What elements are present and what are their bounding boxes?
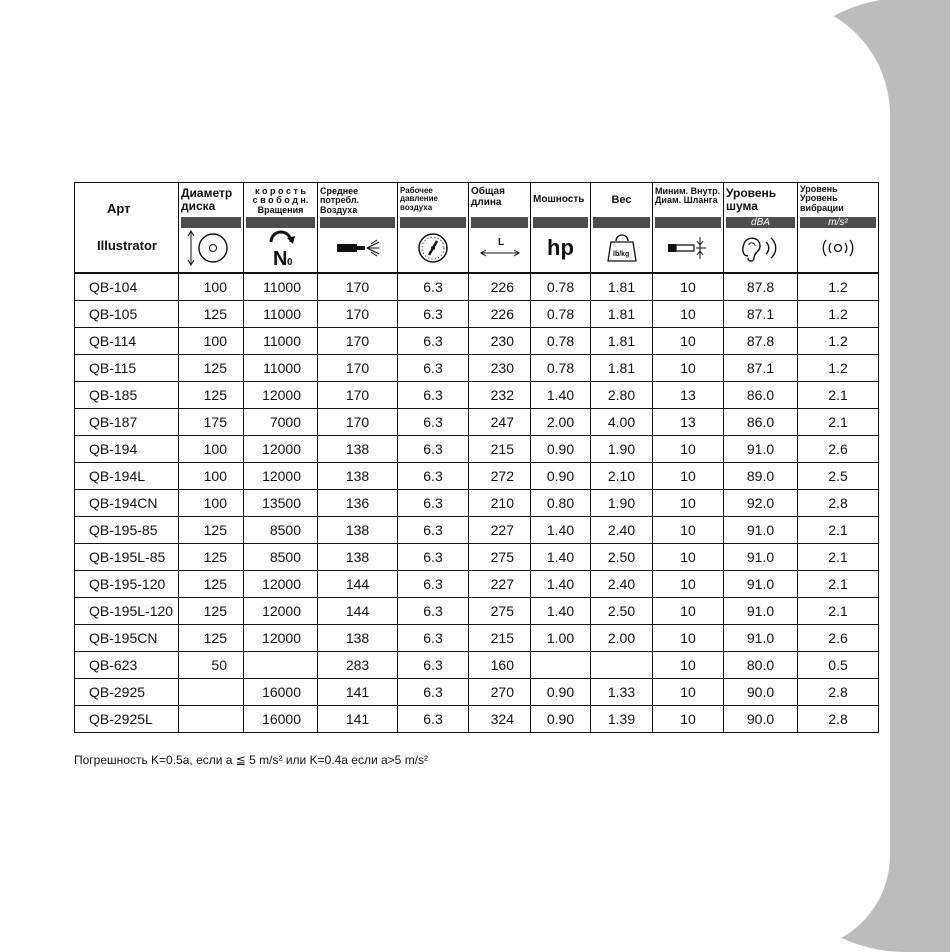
cell-weight: 2.50 [591,544,653,571]
table-row [75,409,879,436]
cell-hose-diameter: 10 [653,625,724,652]
cell-model: QB-2925 [75,679,179,706]
header-art-label: Арт [107,201,131,216]
header-noise [724,183,798,274]
cell-model: QB-104 [75,273,179,301]
cell-hose-diameter: 10 [653,490,724,517]
cell-length: 226 [469,273,531,301]
cell-pressure: 6.3 [398,328,469,355]
horsepower-icon: hp [547,235,574,260]
cell-model: QB-195L-120 [75,598,179,625]
cell-noise-level: 89.0 [724,463,798,490]
cell-noise-level: 91.0 [724,436,798,463]
cell-disc-diameter: 125 [179,625,244,652]
cell-vibration: 2.8 [798,679,879,706]
cell-pressure: 6.3 [398,382,469,409]
noise-unit-bar: dBA [726,217,795,228]
cell-hose-diameter: 10 [653,517,724,544]
header-working-pressure-label: Рабочее давление воздуха [400,186,438,212]
cell-hose-diameter: 10 [653,571,724,598]
cell-air-consumption: 144 [318,598,398,625]
cell-length: 227 [469,571,531,598]
speed-icon-letter: N [272,248,287,268]
cell-noise-level: 86.0 [724,382,798,409]
header-speed-line2: с в о б о д н. [252,195,309,206]
cell-weight: 1.39 [591,706,653,733]
cell-speed: 16000 [244,679,318,706]
disc-diameter-icon [179,228,243,268]
cell-air-consumption: 170 [318,328,398,355]
header-weight-label: Вес [611,194,632,206]
header-hose-diameter-label: Миним. Внутр. Диам. Шланга [655,186,721,206]
cell-speed: 12000 [244,382,318,409]
header-diameter [179,183,244,274]
rotation-speed-icon [244,228,317,268]
cell-power [531,652,591,679]
table-row [75,652,879,679]
header-vibration-label: Уровень Уровень вибрации [800,184,844,213]
header-noise-label: Уровень шума [726,186,777,213]
cell-vibration: 2.1 [798,409,879,436]
cell-weight [591,652,653,679]
cell-vibration: 2.8 [798,706,879,733]
cell-model: QB-195L-85 [75,544,179,571]
cell-hose-diameter: 10 [653,301,724,328]
cell-air-consumption: 170 [318,382,398,409]
cell-vibration: 1.2 [798,355,879,382]
cell-model: QB-195-85 [75,517,179,544]
cell-noise-level: 86.0 [724,409,798,436]
cell-noise-level: 92.0 [724,490,798,517]
cell-hose-diameter: 10 [653,463,724,490]
cell-length: 230 [469,328,531,355]
cell-hose-diameter: 10 [653,544,724,571]
table-row [75,706,879,733]
cell-pressure: 6.3 [398,463,469,490]
table-row [75,382,879,409]
cell-speed: 8500 [244,544,318,571]
cell-disc-diameter: 125 [179,382,244,409]
table-row [75,544,879,571]
vibration-unit-bar: m/s² [800,217,876,228]
cell-length: 324 [469,706,531,733]
header-hose-diameter [653,183,724,274]
cell-weight: 2.40 [591,517,653,544]
cell-power: 0.90 [531,706,591,733]
cell-power: 1.40 [531,382,591,409]
cell-pressure: 6.3 [398,355,469,382]
cell-model: QB-194L [75,463,179,490]
header-art [75,183,179,274]
table-row [75,436,879,463]
cell-air-consumption: 138 [318,517,398,544]
cell-pressure: 6.3 [398,625,469,652]
cell-vibration: 2.6 [798,436,879,463]
cell-speed: 12000 [244,598,318,625]
table-body [75,273,879,733]
cell-length: 270 [469,679,531,706]
header-bar [181,217,241,228]
cell-power: 0.78 [531,355,591,382]
header-weight [591,183,653,274]
cell-hose-diameter: 10 [653,355,724,382]
cell-length: 247 [469,409,531,436]
cell-weight: 1.33 [591,679,653,706]
tolerance-note: Погрешность K=0.5a, если a ≦ 5 m/s² или K=0.4a если a>5 m/s² [74,753,429,767]
cell-weight: 2.00 [591,625,653,652]
cell-air-consumption: 170 [318,273,398,301]
cell-disc-diameter: 125 [179,598,244,625]
cell-noise-level: 91.0 [724,517,798,544]
cell-weight: 1.81 [591,273,653,301]
cell-hose-diameter: 13 [653,382,724,409]
cell-disc-diameter: 100 [179,490,244,517]
ear-sound-icon [724,228,797,268]
cell-air-consumption: 141 [318,706,398,733]
cell-power: 0.80 [531,490,591,517]
table-row [75,490,879,517]
cell-hose-diameter: 10 [653,652,724,679]
cell-speed: 12000 [244,625,318,652]
cell-vibration: 1.2 [798,273,879,301]
cell-disc-diameter: 125 [179,544,244,571]
cell-power: 0.90 [531,679,591,706]
cell-hose-diameter: 13 [653,409,724,436]
cell-air-consumption: 138 [318,625,398,652]
cell-speed: 12000 [244,436,318,463]
cell-hose-diameter: 10 [653,273,724,301]
cell-air-consumption: 170 [318,355,398,382]
cell-pressure: 6.3 [398,273,469,301]
cell-disc-diameter: 100 [179,328,244,355]
cell-speed: 8500 [244,517,318,544]
cell-model: QB-623 [75,652,179,679]
cell-vibration: 2.6 [798,625,879,652]
cell-power: 2.00 [531,409,591,436]
cell-disc-diameter: 125 [179,517,244,544]
cell-pressure: 6.3 [398,571,469,598]
cell-vibration: 2.1 [798,382,879,409]
header-air-consumption-label: Среднее потребл. Воздуха [320,186,360,215]
header-bar [320,217,395,228]
cell-disc-diameter: 100 [179,436,244,463]
cell-vibration: 2.8 [798,490,879,517]
cell-length: 275 [469,544,531,571]
cell-speed: 11000 [244,301,318,328]
header-total-length-label: Общая длина [471,186,505,208]
header-diameter-label: Диаметр диска [181,186,233,213]
table-row [75,463,879,490]
table-row [75,355,879,382]
header-speed-line1: к о р о с т ь [255,186,306,196]
cell-hose-diameter: 10 [653,598,724,625]
header-vibration [798,183,879,274]
header-power-label: Мошность [533,194,585,205]
cell-weight: 2.80 [591,382,653,409]
cell-power: 0.78 [531,301,591,328]
cell-disc-diameter: 125 [179,571,244,598]
table-row [75,598,879,625]
cell-length: 160 [469,652,531,679]
cell-pressure: 6.3 [398,706,469,733]
cell-model: QB-185 [75,382,179,409]
hose-diameter-icon [653,228,723,268]
cell-power: 1.40 [531,571,591,598]
vibration-icon [798,228,878,268]
cell-vibration: 2.1 [798,544,879,571]
cell-length: 227 [469,517,531,544]
speed-icon-sub: 0 [286,257,293,268]
cell-pressure: 6.3 [398,652,469,679]
cell-weight: 4.00 [591,409,653,436]
cell-speed: 16000 [244,706,318,733]
cell-air-consumption: 136 [318,490,398,517]
cell-length: 215 [469,436,531,463]
header-power [531,183,591,274]
weight-icon [591,228,652,268]
cell-model: QB-105 [75,301,179,328]
cell-air-consumption: 170 [318,301,398,328]
table-row [75,517,879,544]
header-speed-label [244,183,317,217]
cell-speed: 7000 [244,409,318,436]
table-row [75,679,879,706]
header-bar [533,217,588,228]
table-row [75,571,879,598]
cell-vibration: 2.1 [798,571,879,598]
cell-air-consumption: 170 [318,409,398,436]
cell-noise-level: 80.0 [724,652,798,679]
header-working-pressure [398,183,469,274]
cell-pressure: 6.3 [398,301,469,328]
cell-hose-diameter: 10 [653,328,724,355]
cell-disc-diameter [179,706,244,733]
cell-power: 1.40 [531,517,591,544]
cell-noise-level: 87.8 [724,273,798,301]
cell-model: QB-114 [75,328,179,355]
cell-pressure: 6.3 [398,436,469,463]
header-bar [246,217,315,228]
cell-disc-diameter: 175 [179,409,244,436]
cell-length: 226 [469,301,531,328]
cell-speed: 13500 [244,490,318,517]
cell-noise-level: 90.0 [724,679,798,706]
cell-model: QB-195CN [75,625,179,652]
cell-vibration: 2.5 [798,463,879,490]
cell-model: QB-2925L [75,706,179,733]
cell-speed: 11000 [244,328,318,355]
cell-power: 0.90 [531,463,591,490]
cell-disc-diameter: 125 [179,301,244,328]
cell-noise-level: 87.1 [724,301,798,328]
cell-model: QB-194CN [75,490,179,517]
header-illustrator-label: Illustrator [97,238,157,253]
cell-power: 0.90 [531,436,591,463]
cell-length: 272 [469,463,531,490]
weight-icon-label: lb/kg [612,251,629,258]
cell-pressure: 6.3 [398,517,469,544]
cell-weight: 1.81 [591,355,653,382]
cell-speed: 12000 [244,463,318,490]
header-speed-line3: Вращения [257,204,304,215]
cell-length: 230 [469,355,531,382]
cell-pressure: 6.3 [398,598,469,625]
header-total-length [469,183,531,274]
cell-length: 232 [469,382,531,409]
cell-noise-level: 90.0 [724,706,798,733]
cell-noise-level: 87.8 [724,328,798,355]
cell-weight: 1.90 [591,436,653,463]
header-speed [244,183,318,274]
cell-speed: 11000 [244,273,318,301]
table-row [75,301,879,328]
cell-pressure: 6.3 [398,409,469,436]
cell-noise-level: 91.0 [724,598,798,625]
cell-model: QB-187 [75,409,179,436]
air-hose-icon [318,228,397,268]
cell-disc-diameter: 100 [179,273,244,301]
header-bar [655,217,721,228]
cell-power: 1.40 [531,544,591,571]
cell-weight: 2.10 [591,463,653,490]
cell-weight: 1.90 [591,490,653,517]
header-bar [593,217,650,228]
cell-speed: 12000 [244,571,318,598]
cell-disc-diameter: 125 [179,355,244,382]
table-row [75,328,879,355]
cell-length: 210 [469,490,531,517]
header-air-consumption [318,183,398,274]
cell-speed: 11000 [244,355,318,382]
cell-noise-level: 91.0 [724,625,798,652]
header-bar [400,217,466,228]
cell-vibration: 1.2 [798,328,879,355]
cell-vibration: 1.2 [798,301,879,328]
cell-air-consumption: 138 [318,436,398,463]
cell-weight: 1.81 [591,328,653,355]
table-row [75,625,879,652]
cell-noise-level: 87.1 [724,355,798,382]
cell-hose-diameter: 10 [653,706,724,733]
cell-vibration: 2.1 [798,517,879,544]
cell-model: QB-194 [75,436,179,463]
cell-power: 0.78 [531,328,591,355]
cell-model: QB-195-120 [75,571,179,598]
length-icon-label: L [497,237,504,248]
cell-pressure: 6.3 [398,679,469,706]
cell-weight: 2.50 [591,598,653,625]
pressure-gauge-icon [398,228,468,268]
cell-pressure: 6.3 [398,490,469,517]
cell-vibration: 2.1 [798,598,879,625]
cell-model: QB-115 [75,355,179,382]
cell-disc-diameter: 100 [179,463,244,490]
cell-pressure: 6.3 [398,544,469,571]
cell-air-consumption: 283 [318,652,398,679]
spec-table [74,182,879,733]
cell-noise-level: 91.0 [724,544,798,571]
cell-length: 275 [469,598,531,625]
cell-air-consumption: 141 [318,679,398,706]
table-row [75,273,879,301]
cell-weight: 1.81 [591,301,653,328]
cell-disc-diameter [179,679,244,706]
cell-speed [244,652,318,679]
cell-power: 1.00 [531,625,591,652]
cell-vibration: 0.5 [798,652,879,679]
cell-length: 215 [469,625,531,652]
header-bar [471,217,528,228]
length-arrow-icon [469,228,530,268]
cell-disc-diameter: 50 [179,652,244,679]
cell-air-consumption: 138 [318,463,398,490]
cell-air-consumption: 144 [318,571,398,598]
cell-weight: 2.40 [591,571,653,598]
cell-hose-diameter: 10 [653,679,724,706]
cell-air-consumption: 138 [318,544,398,571]
cell-power: 0.78 [531,273,591,301]
cell-noise-level: 91.0 [724,571,798,598]
cell-power: 1.40 [531,598,591,625]
cell-hose-diameter: 10 [653,436,724,463]
